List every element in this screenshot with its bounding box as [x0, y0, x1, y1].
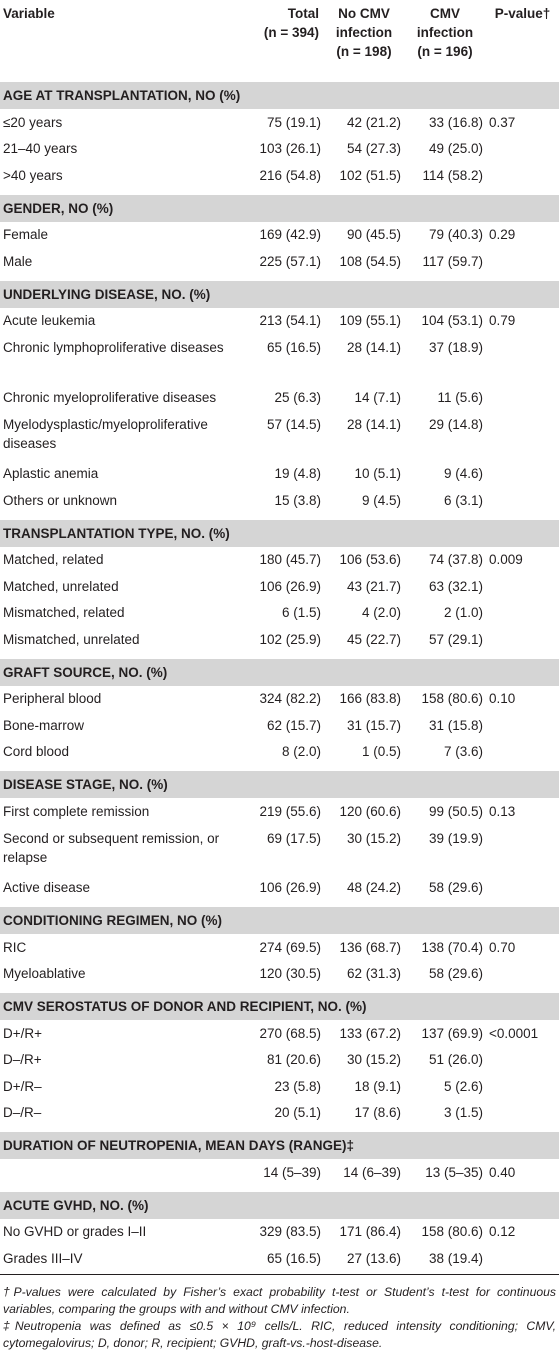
cell-total: 106 (26.9) [259, 578, 321, 594]
cell-pvalue [486, 573, 559, 600]
table-row [0, 308, 559, 335]
cell-cmv: 117 (59.7) [422, 253, 483, 269]
cell-pvalue: 0.29 [489, 227, 516, 243]
cell-pvalue [486, 384, 559, 411]
cell-cmv: 79 (40.3) [428, 227, 483, 243]
cell-no-cmv: 90 (45.5) [346, 227, 401, 243]
cell-cmv: 5 (2.6) [443, 1078, 483, 1094]
header-cmv-line: (n = 196) [417, 44, 473, 59]
header-pvalue: P-value† [494, 6, 551, 21]
cell-no-cmv: 17 (8.6) [354, 1105, 401, 1121]
cell-no-cmv: 9 (4.5) [361, 492, 401, 508]
cell-pvalue: 0.37 [489, 114, 516, 130]
cell-cmv: 58 (29.6) [428, 880, 483, 896]
cell-pvalue: 0.10 [489, 691, 516, 707]
section-title: GENDER, NO (%) [0, 192, 559, 222]
row-label: ≤20 years [3, 114, 63, 130]
cell-pvalue: <0.0001 [489, 1025, 539, 1041]
table-row [0, 547, 559, 574]
row-label: 21–40 years [3, 141, 78, 157]
cell-pvalue [486, 739, 559, 769]
cell-cmv: 49 (25.0) [428, 141, 483, 157]
header-no-cmv-line: infection [335, 25, 393, 40]
table-row [0, 1245, 559, 1274]
table-row [0, 686, 559, 713]
cell-pvalue: 0.70 [489, 939, 516, 955]
section-title: GRAFT SOURCE, NO. (%) [0, 656, 559, 686]
row-label: Aplastic anemia [3, 466, 99, 482]
cell-pvalue [486, 487, 559, 517]
cell-pvalue [486, 875, 559, 905]
table-row [0, 411, 559, 461]
cell-no-cmv: 108 (54.5) [339, 253, 401, 269]
section-title: UNDERLYING DISEASE, NO. (%) [0, 278, 559, 308]
header-total-line: (n = 394) [263, 25, 319, 40]
row-label: Second or subsequent remission, or relapse [3, 830, 220, 865]
row-label: D+/R+ [3, 1025, 43, 1041]
cell-cmv: 74 (37.8) [428, 552, 483, 568]
cell-total: 102 (25.9) [259, 631, 321, 647]
row-label: Mismatched, related [3, 605, 125, 621]
cell-no-cmv: 10 (5.1) [354, 466, 401, 482]
cell-pvalue: 0.009 [489, 552, 523, 568]
table-row [0, 1159, 559, 1189]
row-label: Bone-marrow [3, 717, 85, 733]
row-label: RIC [3, 939, 27, 955]
cell-no-cmv: 1 (0.5) [361, 744, 401, 760]
cell-no-cmv: 28 (14.1) [346, 416, 401, 432]
cell-total: 62 (15.7) [266, 717, 321, 733]
section-header [0, 990, 559, 1020]
table-body [0, 78, 559, 1274]
cell-cmv: 57 (29.1) [428, 631, 483, 647]
cell-pvalue [486, 162, 559, 192]
section-title: CMV SEROSTATUS OF DONOR AND RECIPIENT, NO. (%) [0, 990, 559, 1020]
table-row [0, 109, 559, 136]
section-title: DISEASE STAGE, NO. (%) [0, 768, 559, 798]
section-header [0, 904, 559, 934]
cell-total: 19 (4.8) [274, 466, 321, 482]
cell-cmv: 6 (3.1) [443, 492, 483, 508]
cell-no-cmv: 54 (27.3) [346, 141, 401, 157]
cell-total: 8 (2.0) [281, 744, 321, 760]
cell-no-cmv: 120 (60.6) [339, 803, 401, 819]
table-row [0, 136, 559, 163]
row-label: Peripheral blood [3, 691, 102, 707]
cell-no-cmv: 14 (7.1) [354, 389, 401, 405]
cell-total: 75 (19.1) [266, 114, 321, 130]
row-label: Female [3, 227, 49, 243]
cell-no-cmv: 109 (55.1) [339, 313, 401, 329]
cell-total: 23 (5.8) [274, 1078, 321, 1094]
cell-pvalue [486, 248, 559, 278]
cell-total: 274 (69.5) [259, 939, 321, 955]
section-header [0, 192, 559, 222]
cell-total: 169 (42.9) [259, 227, 321, 243]
row-label: D–/R+ [3, 1052, 42, 1068]
cell-total: 57 (14.5) [266, 416, 321, 432]
cell-cmv: 99 (50.5) [428, 803, 483, 819]
cell-cmv: 29 (14.8) [428, 416, 483, 432]
row-label: Active disease [3, 880, 91, 896]
cell-total: 270 (68.5) [259, 1025, 321, 1041]
row-label: Chronic lymphoproliferative diseases [3, 340, 224, 355]
header-no-cmv [324, 0, 404, 78]
table-row [0, 875, 559, 905]
cell-pvalue [486, 600, 559, 627]
cell-cmv: 38 (19.4) [404, 1245, 486, 1274]
header-cmv [404, 0, 486, 78]
cell-total: 65 (16.5) [240, 1245, 324, 1274]
table-row [0, 739, 559, 769]
cell-total: 25 (6.3) [274, 389, 321, 405]
cell-total: 180 (45.7) [259, 552, 321, 568]
section-header [0, 517, 559, 547]
row-label: Mismatched, unrelated [3, 631, 140, 647]
section-header [0, 1129, 559, 1159]
cell-cmv: 9 (4.6) [443, 466, 483, 482]
cell-cmv: 2 (1.0) [443, 605, 483, 621]
header-cmv-line: infection [416, 25, 474, 40]
cell-cmv: 138 (70.4) [421, 939, 483, 955]
cell-total: 103 (26.1) [259, 141, 321, 157]
cell-no-cmv: 28 (14.1) [346, 340, 401, 355]
cell-total: 20 (5.1) [274, 1105, 321, 1121]
row-label: No GVHD or grades I–II [3, 1224, 147, 1240]
table-header [0, 0, 559, 78]
row-label: Chronic myeloproliferative diseases [3, 389, 217, 405]
cell-no-cmv: 102 (51.5) [339, 167, 401, 183]
section-title: CONDITIONING REGIMEN, NO (%) [0, 904, 559, 934]
cell-pvalue: 0.13 [489, 803, 516, 819]
cell-total: 324 (82.2) [259, 691, 321, 707]
row-label: Myelodysplastic/myeloproliferative diseases [3, 416, 208, 451]
cell-total: 219 (55.6) [259, 803, 321, 819]
table-row [0, 1100, 559, 1130]
table-row [0, 934, 559, 961]
table-row [0, 573, 559, 600]
table-row [0, 1219, 559, 1246]
cell-cmv: 37 (18.9) [428, 340, 483, 355]
cell-total: 15 (3.8) [274, 492, 321, 508]
cell-no-cmv: 45 (22.7) [346, 631, 401, 647]
cell-no-cmv: 62 (31.3) [346, 966, 401, 982]
cell-no-cmv: 4 (2.0) [361, 605, 401, 621]
table-row [0, 1047, 559, 1074]
cell-no-cmv: 30 (15.2) [346, 830, 401, 846]
table-row [0, 461, 559, 488]
table-row [0, 334, 559, 384]
cell-no-cmv: 48 (24.2) [346, 880, 401, 896]
cell-cmv: 7 (3.6) [443, 744, 483, 760]
cell-no-cmv: 14 (6–39) [343, 1164, 401, 1180]
row-label: Others or unknown [3, 492, 118, 508]
table-row [0, 248, 559, 278]
cell-no-cmv: 43 (21.7) [346, 578, 401, 594]
section-title: ACUTE GVHD, NO. (%) [0, 1189, 559, 1219]
cell-total: 14 (5–39) [263, 1164, 321, 1180]
row-label [0, 1159, 240, 1189]
cell-total: 69 (17.5) [266, 830, 321, 846]
cell-total: 329 (83.5) [259, 1224, 321, 1240]
row-label: D+/R– [3, 1078, 42, 1094]
cell-pvalue [486, 1047, 559, 1074]
cell-total: 216 (54.8) [259, 167, 321, 183]
row-label: Acute leukemia [3, 313, 96, 329]
section-header [0, 278, 559, 308]
table-row [0, 1073, 559, 1100]
cell-cmv: 58 (29.6) [428, 966, 483, 982]
table-row [0, 1020, 559, 1047]
table-row [0, 626, 559, 656]
cell-total: 213 (54.1) [259, 313, 321, 329]
cell-total: 65 (16.5) [266, 340, 321, 355]
cell-no-cmv: 136 (68.7) [339, 939, 401, 955]
header-total-line: Total [287, 6, 319, 21]
table-row [0, 162, 559, 192]
cell-cmv: 158 (80.6) [421, 1224, 483, 1240]
cell-no-cmv: 171 (86.4) [339, 1224, 401, 1240]
cell-pvalue: 0.12 [489, 1224, 516, 1240]
cell-pvalue [486, 334, 559, 384]
header-cmv-line: CMV [430, 6, 460, 21]
cell-pvalue: 0.40 [489, 1164, 516, 1180]
cell-pvalue [486, 411, 559, 461]
cell-no-cmv: 31 (15.7) [346, 717, 401, 733]
cell-no-cmv: 27 (13.6) [324, 1245, 404, 1274]
cell-cmv: 31 (15.8) [428, 717, 483, 733]
header-total [240, 0, 324, 78]
cell-pvalue [486, 825, 559, 875]
cell-pvalue [486, 712, 559, 739]
row-label: Cord blood [3, 744, 70, 760]
cell-cmv: 114 (58.2) [422, 167, 483, 183]
cell-cmv: 33 (16.8) [428, 114, 483, 130]
cell-cmv: 11 (5.6) [437, 389, 483, 405]
row-label: First complete remission [3, 803, 150, 819]
cell-pvalue [486, 626, 559, 656]
cell-pvalue [486, 1073, 559, 1100]
cell-pvalue [486, 961, 559, 991]
cell-total: 106 (26.9) [259, 880, 321, 896]
header-variable: Variable [3, 6, 55, 21]
footnote-pvalue: †P-values were calculated by Fisher’s exact probability t-test or Student’s t-test for continuous variables, comparing the groups with and without CMV infection. [3, 1284, 556, 1316]
header-no-cmv-line: No CMV [338, 6, 390, 21]
row-label: Male [3, 253, 33, 269]
cell-no-cmv: 166 (83.8) [339, 691, 401, 707]
cell-cmv: 137 (69.9) [421, 1025, 483, 1041]
row-label: D–/R– [3, 1105, 42, 1121]
cell-total: 6 (1.5) [281, 605, 321, 621]
cell-pvalue [486, 461, 559, 488]
row-label: >40 years [3, 167, 63, 183]
cell-total: 81 (20.6) [266, 1052, 321, 1068]
cell-no-cmv: 106 (53.6) [339, 552, 401, 568]
cell-cmv: 13 (5–35) [425, 1164, 483, 1180]
cell-total: 120 (30.5) [259, 966, 321, 982]
cell-pvalue: 0.79 [489, 313, 516, 329]
section-header [0, 656, 559, 686]
section-header [0, 78, 559, 109]
footnote-abbreviations: ‡Neutropenia was defined as ≤0.5 × 10⁹ cells/L. RIC, reduced intensity conditioning; CMV, cytomegalovirus; D, donor; R, recipient; GVHD, graft-vs.-host-disease. [3, 1318, 556, 1350]
table-row [0, 712, 559, 739]
cell-cmv: 39 (19.9) [428, 830, 483, 846]
header-no-cmv-line: (n = 198) [336, 44, 392, 59]
cell-pvalue [486, 1245, 559, 1274]
cell-cmv: 51 (26.0) [428, 1052, 483, 1068]
table-row [0, 600, 559, 627]
section-title: AGE AT TRANSPLANTATION, NO (%) [0, 78, 559, 109]
cell-total: 225 (57.1) [259, 253, 321, 269]
cell-pvalue [486, 1100, 559, 1130]
row-label: Matched, related [3, 552, 104, 568]
table-row [0, 222, 559, 249]
cell-cmv: 104 (53.1) [421, 313, 483, 329]
section-title: TRANSPLANTATION TYPE, NO. (%) [0, 517, 559, 547]
table-row [0, 825, 559, 875]
cell-no-cmv: 133 (67.2) [339, 1025, 401, 1041]
table-row [0, 961, 559, 991]
cell-cmv: 63 (32.1) [428, 578, 483, 594]
section-title: DURATION OF NEUTROPENIA, MEAN DAYS (RANGE)‡ [0, 1129, 559, 1159]
row-label: Grades III–IV [0, 1245, 240, 1274]
row-label: Myeloablative [3, 966, 86, 982]
cell-no-cmv: 30 (15.2) [346, 1052, 401, 1068]
row-label: Matched, unrelated [3, 578, 119, 594]
cell-cmv: 3 (1.5) [443, 1105, 483, 1121]
table-row [0, 384, 559, 411]
table-row [0, 487, 559, 517]
cell-no-cmv: 42 (21.2) [346, 114, 401, 130]
section-header [0, 1189, 559, 1219]
cell-cmv: 158 (80.6) [421, 691, 483, 707]
table-footnotes [0, 1275, 559, 1352]
section-header [0, 768, 559, 798]
table-row [0, 798, 559, 825]
cell-no-cmv: 18 (9.1) [354, 1078, 401, 1094]
cell-pvalue [486, 136, 559, 163]
